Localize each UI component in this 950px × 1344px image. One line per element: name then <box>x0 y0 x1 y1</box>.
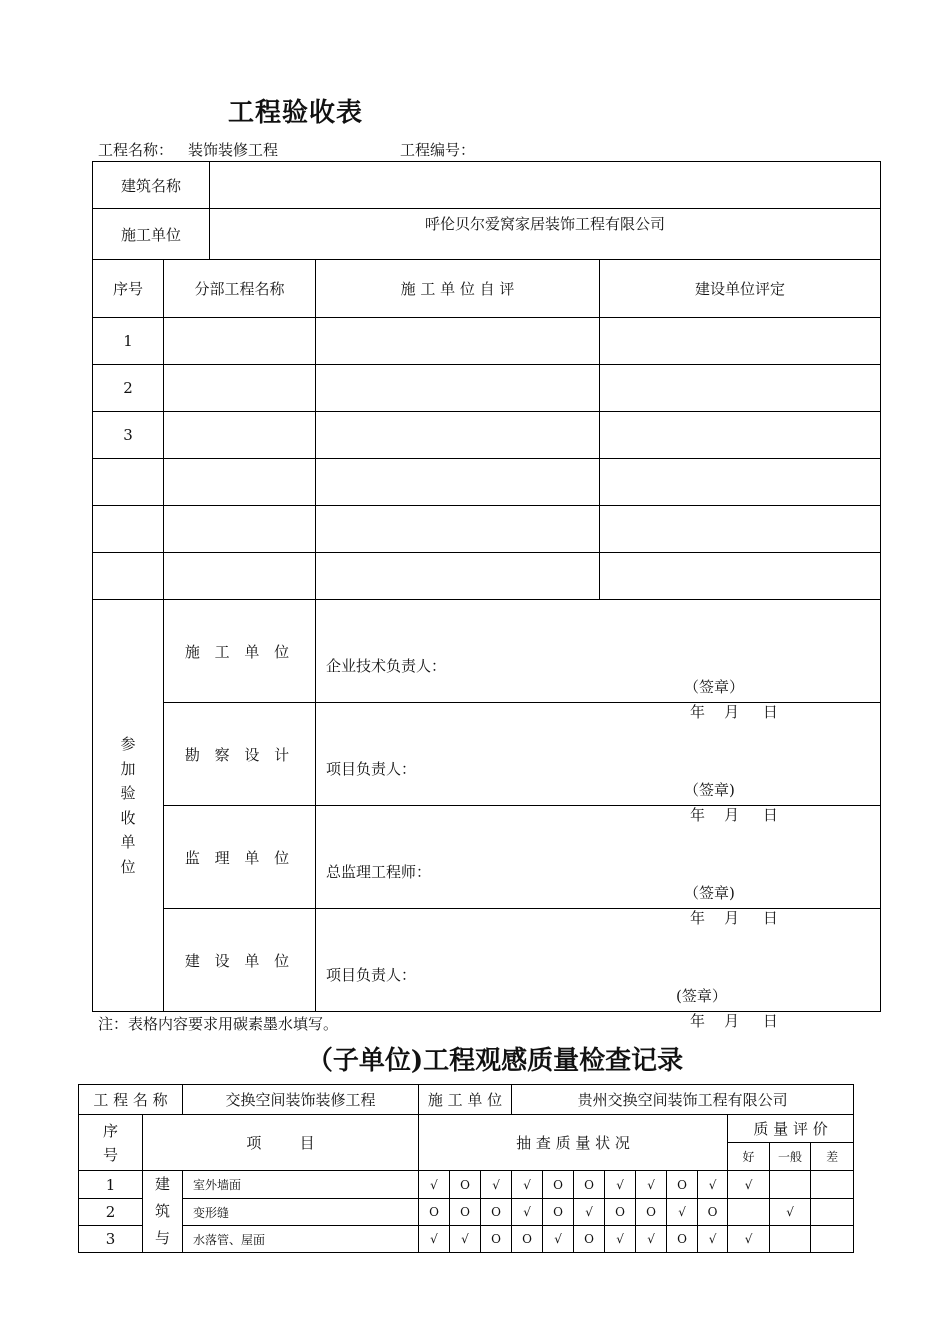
signoff-cell <box>316 600 881 721</box>
signoff-date: 年 月 日 <box>690 909 778 927</box>
eval-fair-mark: √ <box>770 1199 811 1226</box>
category-label: 建 筑 与 <box>143 1171 183 1253</box>
signoff-role: 项目负责人： <box>326 760 417 778</box>
check-mark: √ <box>450 1226 481 1253</box>
signoff-role: 总监理工程师： <box>326 863 432 881</box>
header-subproject: 分部工程名称 <box>164 260 316 318</box>
check-mark: √ <box>698 1226 728 1253</box>
signoff-cell <box>316 806 881 927</box>
row-subproject <box>164 553 316 600</box>
check-mark: O <box>667 1171 698 1199</box>
row-item: 变形缝 <box>183 1199 419 1226</box>
check-mark: √ <box>636 1226 667 1253</box>
contractor-label: 施工单位 <box>93 209 210 260</box>
signoff-unit: 监 理 单 位 <box>164 806 316 909</box>
check-mark: O <box>419 1199 450 1226</box>
eval-poor-mark <box>811 1226 854 1253</box>
check-mark: O <box>543 1171 574 1199</box>
header-owner-eval: 建设单位评定 <box>600 260 881 318</box>
row-owner-eval <box>600 459 881 506</box>
row-item: 水落管、屋面 <box>183 1226 419 1253</box>
row-seq: 3 <box>93 412 164 459</box>
row-subproject <box>164 365 316 412</box>
check-mark: O <box>574 1171 605 1199</box>
row-seq: 1 <box>93 318 164 365</box>
project-name-value-2: 交换空间装饰装修工程 <box>183 1085 419 1115</box>
row-seq <box>93 506 164 553</box>
project-name-label-2: 工 程 名 称 <box>79 1085 183 1115</box>
signoff-date: 年 月 日 <box>690 806 778 824</box>
check-mark: √ <box>574 1199 605 1226</box>
header-seq: 序号 <box>93 260 164 318</box>
eval-poor-mark <box>811 1199 854 1226</box>
eval-good-mark <box>728 1199 770 1226</box>
check-mark: √ <box>698 1171 728 1199</box>
check-label: 抽 查 质 量 状 况 <box>419 1115 728 1171</box>
contractor-label-2: 施 工 单 位 <box>419 1085 512 1115</box>
row-self-eval <box>316 412 600 459</box>
participants-label: 参 加 验 收 单 位 <box>93 600 164 1012</box>
row-owner-eval <box>600 506 881 553</box>
check-mark: O <box>512 1226 543 1253</box>
seq-label: 序 号 <box>79 1115 143 1171</box>
signoff-role: 项目负责人： <box>326 966 417 984</box>
check-mark: √ <box>543 1226 574 1253</box>
check-mark: O <box>698 1199 728 1226</box>
check-mark: O <box>481 1226 512 1253</box>
check-mark: √ <box>605 1171 636 1199</box>
row-seq <box>93 553 164 600</box>
row-subproject <box>164 506 316 553</box>
signoff-unit: 勘 察 设 计 <box>164 703 316 806</box>
form2-title: （子单位)工程观感质量检查记录 <box>306 1046 684 1076</box>
contractor-value-2: 贵州交换空间装饰工程有限公司 <box>512 1085 854 1115</box>
eval-good-mark: √ <box>728 1226 770 1253</box>
row-self-eval <box>316 506 600 553</box>
row-self-eval <box>316 459 600 506</box>
check-mark: √ <box>481 1171 512 1199</box>
row-no: 3 <box>79 1226 143 1253</box>
check-mark: O <box>450 1199 481 1226</box>
eval-poor: 差 <box>811 1143 854 1171</box>
row-self-eval <box>316 365 600 412</box>
eval-fair-mark <box>770 1226 811 1253</box>
signoff-cell <box>316 703 881 824</box>
item-label: 项 目 <box>143 1115 419 1171</box>
check-mark: O <box>543 1199 574 1226</box>
header-self-eval: 施 工 单 位 自 评 <box>316 260 600 318</box>
row-owner-eval <box>600 553 881 600</box>
signoff-seal: (签章） <box>676 987 727 1005</box>
row-self-eval <box>316 553 600 600</box>
check-mark: O <box>605 1199 636 1226</box>
check-mark: √ <box>512 1199 543 1226</box>
check-mark: O <box>636 1199 667 1226</box>
signoff-role: 企业技术负责人： <box>326 657 447 675</box>
check-mark: O <box>481 1199 512 1226</box>
building-name-value <box>210 162 881 209</box>
row-self-eval <box>316 318 600 365</box>
check-mark: √ <box>667 1199 698 1226</box>
eval-label: 质 量 评 价 <box>728 1115 854 1143</box>
form1-title: 工程验收表 <box>228 98 364 128</box>
row-subproject <box>164 412 316 459</box>
check-mark: O <box>667 1226 698 1253</box>
project-name-value: 装饰装修工程 <box>188 141 279 159</box>
signoff-seal: （签章) <box>684 781 735 799</box>
eval-good-mark: √ <box>728 1171 770 1199</box>
quality-check-table <box>78 1084 854 1253</box>
check-mark: √ <box>512 1171 543 1199</box>
row-owner-eval <box>600 412 881 459</box>
row-item: 室外墙面 <box>183 1171 419 1199</box>
row-seq: 2 <box>93 365 164 412</box>
row-subproject <box>164 318 316 365</box>
check-mark: √ <box>636 1171 667 1199</box>
contractor-value: 呼伦贝尔爱窝家居装饰工程有限公司 <box>210 209 881 260</box>
footnote: 注：表格内容要求用碳素墨水填写。 <box>98 1015 339 1033</box>
signoff-seal: （签章) <box>684 884 735 902</box>
building-name-label: 建筑名称 <box>93 162 210 209</box>
check-mark: √ <box>419 1226 450 1253</box>
check-mark: √ <box>605 1226 636 1253</box>
row-owner-eval <box>600 318 881 365</box>
project-no-label: 工程编号： <box>400 141 476 159</box>
eval-fair-mark <box>770 1171 811 1199</box>
signoff-unit: 施 工 单 位 <box>164 600 316 703</box>
signoff-unit: 建 设 单 位 <box>164 909 316 1012</box>
row-seq <box>93 459 164 506</box>
eval-fair: 一般 <box>770 1143 811 1171</box>
check-mark: √ <box>419 1171 450 1199</box>
row-owner-eval <box>600 365 881 412</box>
signoff-date: 年 月 日 <box>690 703 778 721</box>
signoff-cell <box>316 909 881 1030</box>
eval-poor-mark <box>811 1171 854 1199</box>
check-mark: O <box>574 1226 605 1253</box>
row-no: 1 <box>79 1171 143 1199</box>
row-no: 2 <box>79 1199 143 1226</box>
project-name-label: 工程名称： <box>98 141 174 159</box>
eval-good: 好 <box>728 1143 770 1171</box>
check-mark: O <box>450 1171 481 1199</box>
signoff-seal: （签章） <box>684 678 745 696</box>
signoff-date: 年 月 日 <box>690 1012 778 1030</box>
row-subproject <box>164 459 316 506</box>
